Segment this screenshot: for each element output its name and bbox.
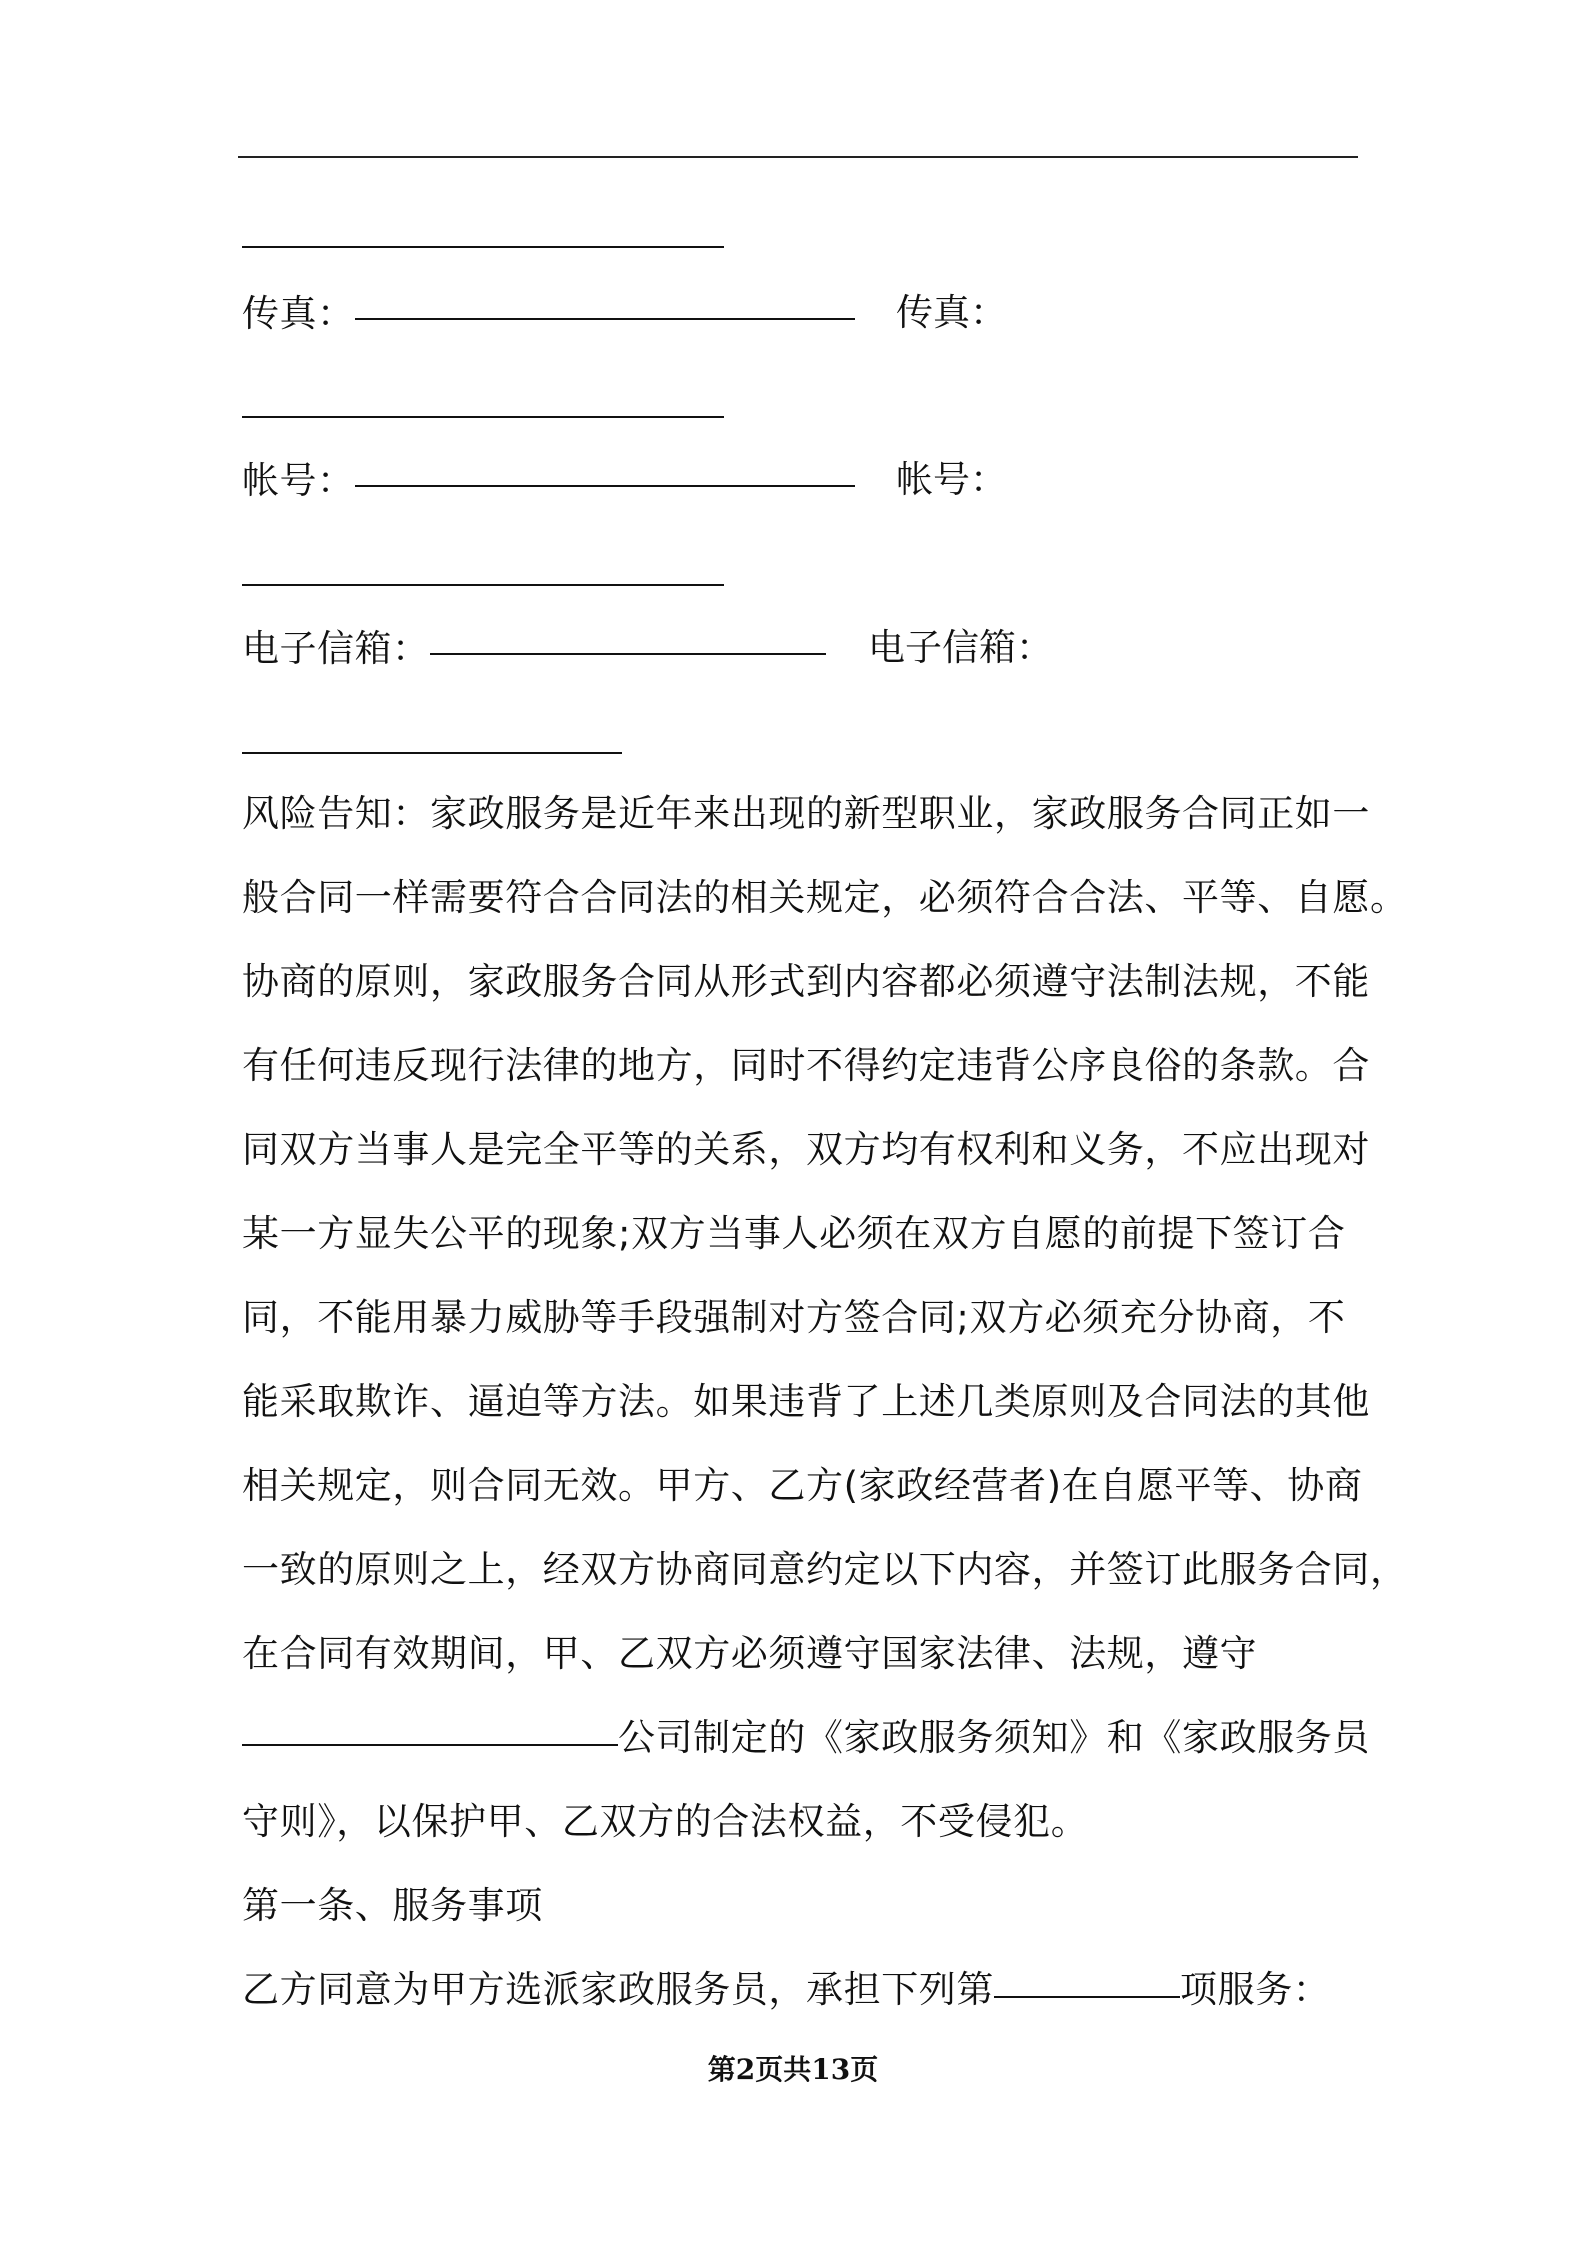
paragraph-line: 协商的原则，家政服务合同从形式到内容都必须遵守法制法规，不能 xyxy=(242,960,1370,1003)
fax-label-right: 传真： xyxy=(896,291,1007,334)
article-one-title: 第一条、服务事项 xyxy=(242,1884,543,1927)
account-row xyxy=(242,455,855,506)
continuation-blank-3 xyxy=(242,554,724,605)
header-rule xyxy=(238,156,1358,158)
account-blank-left[interactable] xyxy=(355,449,855,487)
email-row xyxy=(242,623,826,674)
fax-label-left: 传真： xyxy=(242,292,355,335)
paragraph-line: 同，不能用暴力威胁等手段强制对方签合同;双方必须充分协商，不 xyxy=(242,1296,1346,1339)
paragraph-line: 某一方显失公平的现象;双方当事人必须在双方自愿的前提下签订合 xyxy=(242,1212,1346,1255)
article-one-text xyxy=(242,1948,1362,2032)
company-name-blank[interactable] xyxy=(242,1708,618,1746)
continuation-blank-2 xyxy=(242,386,724,437)
continuation-blank-1 xyxy=(242,216,724,267)
article-one-text-after: 项服务： xyxy=(1180,1968,1331,2011)
paragraph-line: 守则》，以保护甲、乙双方的合法权益，不受侵犯。 xyxy=(242,1800,1089,1843)
paragraph-line: 般合同一样需要符合合同法的相关规定，必须符合合法、平等、自愿。 xyxy=(242,876,1408,919)
account-label-left: 帐号： xyxy=(242,459,355,502)
continuation-blank-4 xyxy=(242,722,622,773)
article-one-text-before: 乙方同意为甲方选派家政服务员，承担下列第 xyxy=(242,1968,994,2011)
fax-row xyxy=(242,288,855,339)
paragraph-line: 风险告知：家政服务是近年来出现的新型职业，家政服务合同正如一 xyxy=(242,792,1370,835)
email-label-right: 电子信箱： xyxy=(868,626,1053,669)
paragraph-line: 一致的原则之上，经双方协商同意约定以下内容，并签订此服务合同， xyxy=(242,1548,1408,1591)
paragraph-line: 相关规定，则合同无效。甲方、乙方(家政经营者)在自愿平等、协商 xyxy=(242,1464,1363,1507)
fax-blank-right[interactable] xyxy=(242,380,724,418)
paragraph-line: 在合同有效期间，甲、乙双方必须遵守国家法律、法规，遵守 xyxy=(242,1632,1258,1675)
fill-blank[interactable] xyxy=(242,210,724,248)
email-blank-right[interactable] xyxy=(242,716,622,754)
company-rules-text: 公司制定的《家政服务须知》和《家政服务员 xyxy=(618,1716,1370,1759)
paragraph-line: 同双方当事人是完全平等的关系，双方均有权利和义务，不应出现对 xyxy=(242,1128,1370,1171)
paragraph-line: 有任何违反现行法律的地方，同时不得约定违背公序良俗的条款。合 xyxy=(242,1044,1370,1087)
account-blank-right[interactable] xyxy=(242,548,724,586)
page-indicator: 第2页共13页 xyxy=(707,2053,879,2086)
service-item-blank[interactable] xyxy=(994,1960,1180,1998)
fax-blank-left[interactable] xyxy=(355,282,855,320)
email-label-left: 电子信箱： xyxy=(242,627,430,670)
email-blank-left[interactable] xyxy=(430,617,826,655)
paragraph-line: 能采取欺诈、逼迫等方法。如果违背了上述几类原则及合同法的其他 xyxy=(242,1380,1370,1423)
company-rules-line xyxy=(242,1696,1370,1780)
risk-notice-paragraph xyxy=(242,772,1408,2032)
account-label-right: 帐号： xyxy=(896,458,1007,501)
